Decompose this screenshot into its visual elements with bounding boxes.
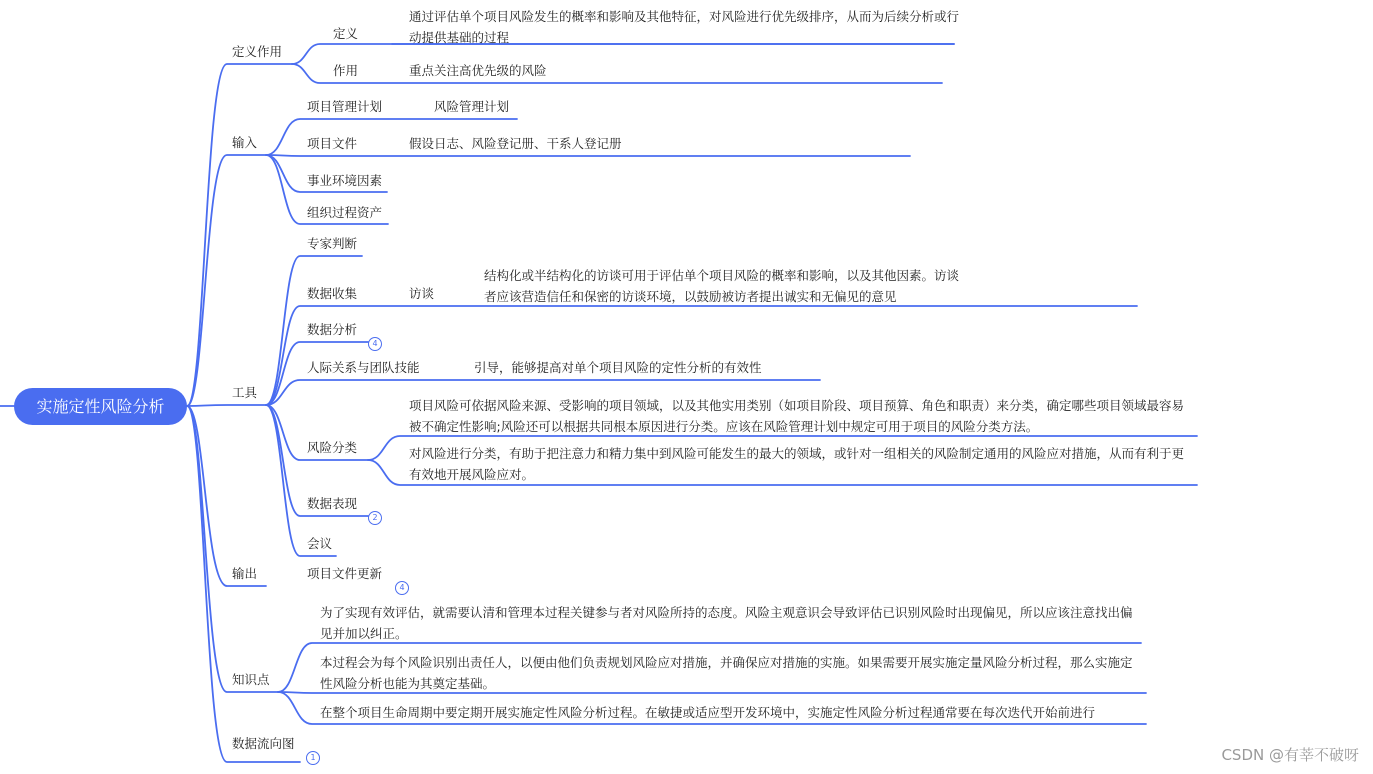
node-project-docs-value[interactable]: 假设日志、风险登记册、干系人登记册 xyxy=(409,136,622,151)
node-categorization-text-2[interactable]: 对风险进行分类，有助于把注意力和精力集中到风险可能发生的最大的领域，或针对一组相关的风险制定通用的风险应对措施，从而有利于更有效地开展风险应对。 xyxy=(409,446,1185,482)
branch-dataflow[interactable]: 数据流向图 xyxy=(232,736,295,751)
node-knowledge-2[interactable]: 本过程会为每个风险识别出责任人，以便由他们负责规划风险应对措施，并确保应对措施的实施。如果需要开展实施定量风险分析过程，那么实施定性风险分析也能为其奠定基础。 xyxy=(320,655,1133,691)
node-interpersonal-skills[interactable]: 人际关系与团队技能 xyxy=(307,360,420,375)
node-risk-categorization[interactable]: 风险分类 xyxy=(307,440,358,455)
node-risk-mgmt-plan[interactable]: 风险管理计划 xyxy=(434,99,510,114)
node-knowledge-3[interactable]: 在整个项目生命周期中要定期开展实施定性风险分析过程。在敏捷或适应型开发环境中，实施定性风险分析过程通常要在每次迭代开始前进行 xyxy=(320,705,1096,720)
node-categorization-text-1[interactable]: 项目风险可依据风险来源、受影响的项目领域，以及其他实用类别（如项目阶段、项目预算、角色和职责）来分类，确定哪些项目领域最容易被不确定性影响;风险还可以根据共同根本原因进行分类。应该在风险管理计划中规定可用于项目的风险分类方法。 xyxy=(409,398,1185,434)
node-project-docs[interactable]: 项目文件 xyxy=(307,136,358,151)
collapsed-count-badge[interactable]: 4 xyxy=(395,581,409,595)
collapsed-count-badge[interactable]: 4 xyxy=(368,337,382,351)
branch-tools[interactable]: 工具 xyxy=(232,385,258,400)
node-pm-plan[interactable]: 项目管理计划 xyxy=(307,99,383,114)
watermark: CSDN @有莘不破呀 xyxy=(1221,746,1359,764)
root-node[interactable]: 实施定性风险分析 xyxy=(14,388,187,425)
node-interpersonal-text[interactable]: 引导，能够提高对单个项目风险的定性分析的有效性 xyxy=(474,360,762,375)
node-opa[interactable]: 组织过程资产 xyxy=(307,205,383,220)
node-data-representation[interactable]: 数据表现 xyxy=(307,496,358,511)
collapsed-count-badge[interactable]: 2 xyxy=(368,511,382,525)
node-definition[interactable]: 定义 xyxy=(333,26,359,41)
node-meeting[interactable]: 会议 xyxy=(307,536,333,551)
node-project-doc-updates[interactable]: 项目文件更新 xyxy=(307,566,383,581)
node-interview-text[interactable]: 结构化或半结构化的访谈可用于评估单个项目风险的概率和影响，以及其他因素。访谈者应该营造信任和保密的访谈环境，以鼓励被访者提出诚实和无偏见的意见 xyxy=(484,268,960,304)
node-interview[interactable]: 访谈 xyxy=(409,286,435,301)
node-expert-judgment[interactable]: 专家判断 xyxy=(307,236,358,251)
branch-output[interactable]: 输出 xyxy=(232,566,258,581)
branch-input[interactable]: 输入 xyxy=(232,135,258,150)
node-eef[interactable]: 事业环境因素 xyxy=(307,173,383,188)
node-data-analysis[interactable]: 数据分析 xyxy=(307,322,358,337)
node-role[interactable]: 作用 xyxy=(333,63,359,78)
branch-definition-role[interactable]: 定义作用 xyxy=(232,44,283,59)
node-definition-text[interactable]: 通过评估单个项目风险发生的概率和影响及其他特征，对风险进行优先级排序，从而为后续分析或行动提供基础的过程 xyxy=(409,9,960,45)
node-knowledge-1[interactable]: 为了实现有效评估，就需要认清和管理本过程关键参与者对风险所持的态度。风险主观意识会导致评估已识别风险时出现偏见，所以应该注意找出偏见并加以纠正。 xyxy=(320,605,1133,641)
node-role-text[interactable]: 重点关注高优先级的风险 xyxy=(409,63,547,78)
collapsed-count-badge[interactable]: 1 xyxy=(306,751,320,765)
node-data-collection[interactable]: 数据收集 xyxy=(307,286,358,301)
branch-knowledge[interactable]: 知识点 xyxy=(232,672,270,687)
